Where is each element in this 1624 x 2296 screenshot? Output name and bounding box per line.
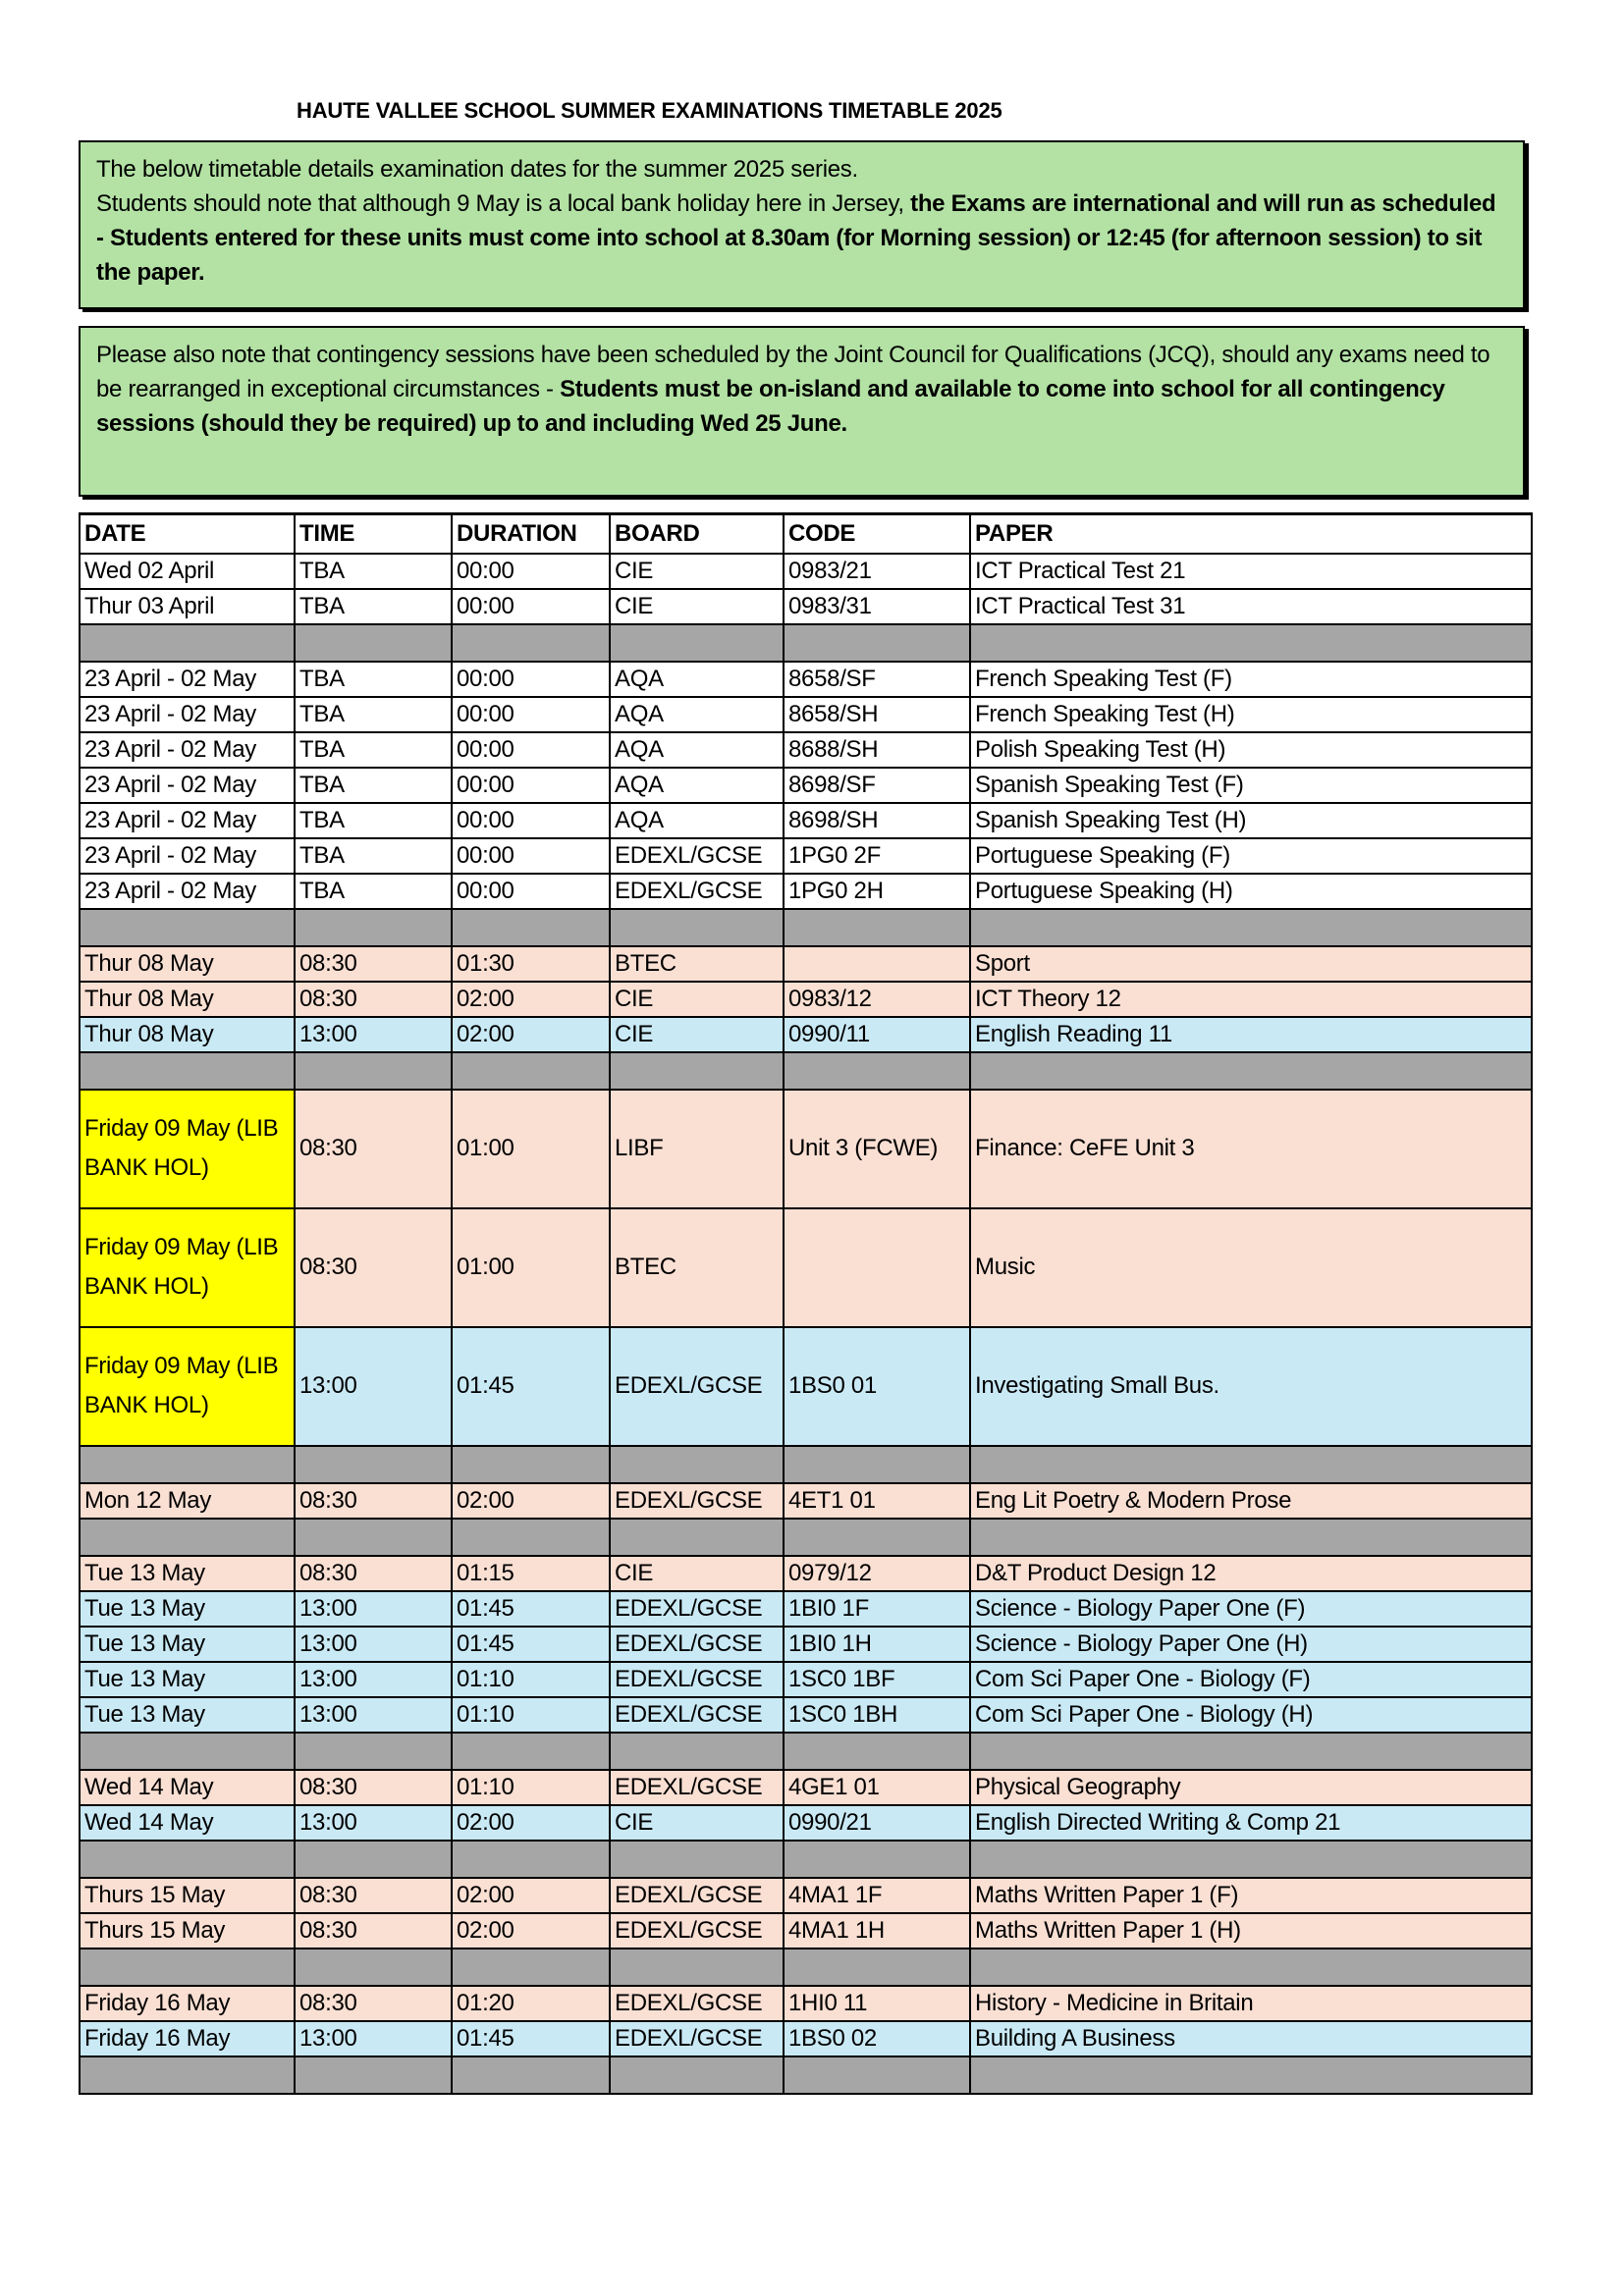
- cell-duration: 00:00: [452, 554, 610, 589]
- cell-board: LIBF: [610, 1090, 784, 1208]
- cell-paper: Building A Business: [970, 2021, 1532, 2056]
- cell-duration: 01:10: [452, 1770, 610, 1805]
- cell-board: [610, 1519, 784, 1556]
- cell-paper: Science - Biology Paper One (F): [970, 1591, 1532, 1627]
- table-row: [80, 697, 1532, 732]
- table-row: [80, 732, 1532, 768]
- cell-duration: [452, 1841, 610, 1878]
- cell-paper: Science - Biology Paper One (H): [970, 1627, 1532, 1662]
- cell-code: 4ET1 01: [784, 1483, 970, 1519]
- cell-code: 8688/SH: [784, 732, 970, 768]
- cell-board: [610, 1052, 784, 1090]
- cell-code: [784, 2056, 970, 2094]
- cell-code: 4MA1 1F: [784, 1878, 970, 1913]
- cell-date: Thur 08 May: [80, 982, 295, 1017]
- cell-duration: 00:00: [452, 732, 610, 768]
- cell-code: 0983/21: [784, 554, 970, 589]
- cell-code: 0983/31: [784, 589, 970, 624]
- cell-duration: 00:00: [452, 838, 610, 874]
- cell-time: 08:30: [295, 1090, 452, 1208]
- cell-date: 23 April - 02 May: [80, 803, 295, 838]
- cell-date: Tue 13 May: [80, 1662, 295, 1697]
- cell-code: 0979/12: [784, 1556, 970, 1591]
- cell-time: [295, 1052, 452, 1090]
- cell-time: TBA: [295, 874, 452, 909]
- cell-paper: [970, 1519, 1532, 1556]
- cell-duration: 01:45: [452, 1327, 610, 1446]
- cell-code: [784, 1841, 970, 1878]
- cell-paper: ICT Practical Test 31: [970, 589, 1532, 624]
- cell-date: 23 April - 02 May: [80, 838, 295, 874]
- cell-date: 23 April - 02 May: [80, 768, 295, 803]
- cell-code: 1BS0 02: [784, 2021, 970, 2056]
- cell-board: AQA: [610, 697, 784, 732]
- cell-board: EDEXL/GCSE: [610, 1591, 784, 1627]
- header-time: TIME: [295, 514, 452, 554]
- cell-date: [80, 624, 295, 662]
- cell-duration: 01:10: [452, 1697, 610, 1733]
- cell-board: EDEXL/GCSE: [610, 1327, 784, 1446]
- cell-time: 13:00: [295, 2021, 452, 2056]
- cell-paper: D&T Product Design 12: [970, 1556, 1532, 1591]
- contingency-notice: [79, 326, 1525, 497]
- cell-time: 13:00: [295, 1627, 452, 1662]
- cell-code: Unit 3 (FCWE): [784, 1090, 970, 1208]
- cell-duration: [452, 2056, 610, 2094]
- cell-code: 1BI0 1F: [784, 1591, 970, 1627]
- cell-board: CIE: [610, 589, 784, 624]
- notice-bank-holiday-text: [96, 187, 1507, 290]
- cell-code: 1SC0 1BH: [784, 1697, 970, 1733]
- cell-time: TBA: [295, 838, 452, 874]
- cell-time: TBA: [295, 803, 452, 838]
- cell-paper: Spanish Speaking Test (H): [970, 803, 1532, 838]
- table-row: [80, 1662, 1532, 1697]
- table-row: [80, 1805, 1532, 1841]
- cell-date: [80, 1949, 295, 1986]
- table-row: [80, 838, 1532, 874]
- cell-board: CIE: [610, 1556, 784, 1591]
- cell-date: Thurs 15 May: [80, 1878, 295, 1913]
- cell-time: [295, 909, 452, 946]
- cell-paper: Portuguese Speaking (F): [970, 838, 1532, 874]
- bank-holiday-notice: [79, 140, 1525, 309]
- cell-duration: [452, 1446, 610, 1483]
- cell-duration: [452, 1949, 610, 1986]
- separator-row: [80, 1446, 1532, 1483]
- separator-row: [80, 2056, 1532, 2094]
- table-row: [80, 1627, 1532, 1662]
- cell-board: [610, 909, 784, 946]
- cell-duration: 02:00: [452, 982, 610, 1017]
- cell-duration: 00:00: [452, 768, 610, 803]
- cell-board: EDEXL/GCSE: [610, 1770, 784, 1805]
- cell-board: CIE: [610, 982, 784, 1017]
- cell-code: 8658/SH: [784, 697, 970, 732]
- cell-date: Wed 14 May: [80, 1805, 295, 1841]
- cell-code: 0983/12: [784, 982, 970, 1017]
- cell-paper: Com Sci Paper One - Biology (F): [970, 1662, 1532, 1697]
- cell-date: [80, 1519, 295, 1556]
- exam-timetable: [79, 512, 1533, 2095]
- cell-paper: [970, 1841, 1532, 1878]
- cell-paper: Spanish Speaking Test (F): [970, 768, 1532, 803]
- table-row: [80, 1090, 1532, 1208]
- cell-time: 08:30: [295, 982, 452, 1017]
- cell-time: 13:00: [295, 1591, 452, 1627]
- cell-time: TBA: [295, 732, 452, 768]
- table-row: [80, 1913, 1532, 1949]
- cell-paper: [970, 1733, 1532, 1770]
- cell-time: 08:30: [295, 1483, 452, 1519]
- cell-board: EDEXL/GCSE: [610, 1986, 784, 2021]
- cell-date: 23 April - 02 May: [80, 697, 295, 732]
- table-row: [80, 2021, 1532, 2056]
- cell-code: [784, 1949, 970, 1986]
- cell-code: 1BI0 1H: [784, 1627, 970, 1662]
- cell-time: TBA: [295, 662, 452, 697]
- cell-board: EDEXL/GCSE: [610, 2021, 784, 2056]
- cell-time: 08:30: [295, 946, 452, 982]
- cell-code: [784, 909, 970, 946]
- cell-date: 23 April - 02 May: [80, 662, 295, 697]
- table-header-row: [80, 514, 1532, 554]
- cell-board: CIE: [610, 1017, 784, 1052]
- cell-time: 13:00: [295, 1327, 452, 1446]
- cell-time: 08:30: [295, 1986, 452, 2021]
- cell-date: Thur 08 May: [80, 1017, 295, 1052]
- cell-board: BTEC: [610, 946, 784, 982]
- cell-paper: Investigating Small Bus.: [970, 1327, 1532, 1446]
- cell-time: TBA: [295, 589, 452, 624]
- separator-row: [80, 1052, 1532, 1090]
- cell-paper: Eng Lit Poetry & Modern Prose: [970, 1483, 1532, 1519]
- cell-date: 23 April - 02 May: [80, 732, 295, 768]
- cell-code: [784, 1208, 970, 1327]
- cell-duration: 01:15: [452, 1556, 610, 1591]
- cell-date: Friday 09 May (LIB BANK HOL): [80, 1327, 295, 1446]
- table-row: [80, 554, 1532, 589]
- cell-date: Friday 16 May: [80, 1986, 295, 2021]
- cell-date: [80, 1841, 295, 1878]
- header-code: CODE: [784, 514, 970, 554]
- table-row: [80, 1017, 1532, 1052]
- cell-paper: ICT Practical Test 21: [970, 554, 1532, 589]
- cell-time: 13:00: [295, 1805, 452, 1841]
- cell-time: 08:30: [295, 1913, 452, 1949]
- cell-paper: Finance: CeFE Unit 3: [970, 1090, 1532, 1208]
- cell-paper: ICT Theory 12: [970, 982, 1532, 1017]
- cell-date: Thurs 15 May: [80, 1913, 295, 1949]
- cell-duration: 01:00: [452, 1208, 610, 1327]
- cell-board: AQA: [610, 768, 784, 803]
- cell-duration: 01:45: [452, 2021, 610, 2056]
- cell-paper: Maths Written Paper 1 (F): [970, 1878, 1532, 1913]
- cell-duration: 00:00: [452, 874, 610, 909]
- cell-code: 8658/SF: [784, 662, 970, 697]
- cell-date: Friday 09 May (LIB BANK HOL): [80, 1208, 295, 1327]
- cell-date: [80, 1733, 295, 1770]
- cell-board: EDEXL/GCSE: [610, 838, 784, 874]
- cell-paper: English Directed Writing & Comp 21: [970, 1805, 1532, 1841]
- cell-duration: 02:00: [452, 1913, 610, 1949]
- cell-duration: 01:10: [452, 1662, 610, 1697]
- cell-date: Friday 16 May: [80, 2021, 295, 2056]
- cell-board: EDEXL/GCSE: [610, 1878, 784, 1913]
- cell-code: 8698/SF: [784, 768, 970, 803]
- cell-time: 08:30: [295, 1556, 452, 1591]
- cell-date: [80, 1446, 295, 1483]
- table-row: [80, 1208, 1532, 1327]
- table-row: [80, 1483, 1532, 1519]
- header-date: DATE: [80, 514, 295, 554]
- notice-intro-text: The below timetable details examination dates for the summer 2025 series.: [96, 156, 858, 183]
- notice-contingency-text: [96, 338, 1507, 441]
- cell-date: Thur 08 May: [80, 946, 295, 982]
- cell-date: Thur 03 April: [80, 589, 295, 624]
- cell-board: AQA: [610, 662, 784, 697]
- table-row: [80, 982, 1532, 1017]
- cell-board: BTEC: [610, 1208, 784, 1327]
- cell-date: 23 April - 02 May: [80, 874, 295, 909]
- cell-board: [610, 2056, 784, 2094]
- header-paper: PAPER: [970, 514, 1532, 554]
- cell-board: EDEXL/GCSE: [610, 1697, 784, 1733]
- notice-contingency-bold: Students must be on-island and available to come into school for all contingency sessions (should they be required) up to and including Wed 25 June.: [96, 376, 1445, 437]
- cell-time: [295, 1733, 452, 1770]
- cell-paper: Portuguese Speaking (H): [970, 874, 1532, 909]
- cell-paper: [970, 1052, 1532, 1090]
- cell-code: [784, 624, 970, 662]
- cell-board: [610, 1446, 784, 1483]
- cell-time: [295, 2056, 452, 2094]
- cell-paper: French Speaking Test (F): [970, 662, 1532, 697]
- cell-time: [295, 1446, 452, 1483]
- notice-contingency-plain: Please also note that contingency sessions have been scheduled by the Joint Council for Qualifications (JCQ), should any exams need to be rearranged in exceptional circumstances -: [96, 342, 1490, 402]
- cell-time: [295, 1519, 452, 1556]
- cell-duration: [452, 624, 610, 662]
- cell-duration: 02:00: [452, 1017, 610, 1052]
- cell-date: Tue 13 May: [80, 1591, 295, 1627]
- cell-board: CIE: [610, 554, 784, 589]
- cell-duration: 02:00: [452, 1483, 610, 1519]
- cell-board: AQA: [610, 803, 784, 838]
- cell-duration: [452, 1519, 610, 1556]
- cell-code: [784, 1519, 970, 1556]
- cell-duration: 01:45: [452, 1627, 610, 1662]
- separator-row: [80, 1519, 1532, 1556]
- table-row: [80, 1770, 1532, 1805]
- cell-time: TBA: [295, 697, 452, 732]
- cell-board: EDEXL/GCSE: [610, 1913, 784, 1949]
- table-row: [80, 662, 1532, 697]
- cell-duration: [452, 1052, 610, 1090]
- cell-code: [784, 946, 970, 982]
- cell-board: AQA: [610, 732, 784, 768]
- cell-time: TBA: [295, 554, 452, 589]
- cell-code: [784, 1052, 970, 1090]
- cell-time: [295, 624, 452, 662]
- cell-paper: Sport: [970, 946, 1532, 982]
- cell-duration: 00:00: [452, 662, 610, 697]
- cell-paper: [970, 1949, 1532, 1986]
- cell-time: TBA: [295, 768, 452, 803]
- cell-time: [295, 1949, 452, 1986]
- cell-code: 1BS0 01: [784, 1327, 970, 1446]
- cell-duration: 00:00: [452, 589, 610, 624]
- cell-paper: [970, 624, 1532, 662]
- cell-board: EDEXL/GCSE: [610, 1627, 784, 1662]
- cell-board: [610, 1841, 784, 1878]
- table-row: [80, 1327, 1532, 1446]
- separator-row: [80, 624, 1532, 662]
- cell-date: Wed 02 April: [80, 554, 295, 589]
- table-row: [80, 1556, 1532, 1591]
- separator-row: [80, 1733, 1532, 1770]
- cell-paper: Physical Geography: [970, 1770, 1532, 1805]
- cell-code: 8698/SH: [784, 803, 970, 838]
- cell-duration: 01:30: [452, 946, 610, 982]
- cell-board: [610, 1949, 784, 1986]
- cell-date: [80, 2056, 295, 2094]
- cell-paper: Com Sci Paper One - Biology (H): [970, 1697, 1532, 1733]
- page-title: HAUTE VALLEE SCHOOL SUMMER EXAMINATIONS TIMETABLE 2025: [297, 98, 1002, 123]
- table-row: [80, 1591, 1532, 1627]
- cell-date: [80, 909, 295, 946]
- cell-date: Tue 13 May: [80, 1697, 295, 1733]
- cell-time: 13:00: [295, 1662, 452, 1697]
- cell-paper: English Reading 11: [970, 1017, 1532, 1052]
- notice-bank-holiday-plain: Students should note that although 9 May is a local bank holiday here in Jersey,: [96, 190, 911, 217]
- cell-duration: 01:45: [452, 1591, 610, 1627]
- cell-date: Friday 09 May (LIB BANK HOL): [80, 1090, 295, 1208]
- cell-code: 1PG0 2H: [784, 874, 970, 909]
- cell-board: [610, 1733, 784, 1770]
- cell-date: Tue 13 May: [80, 1556, 295, 1591]
- cell-duration: 02:00: [452, 1878, 610, 1913]
- cell-time: 08:30: [295, 1770, 452, 1805]
- cell-time: 13:00: [295, 1017, 452, 1052]
- cell-code: [784, 1733, 970, 1770]
- separator-row: [80, 909, 1532, 946]
- cell-time: 08:30: [295, 1208, 452, 1327]
- cell-duration: 00:00: [452, 803, 610, 838]
- cell-paper: Music: [970, 1208, 1532, 1327]
- cell-code: 0990/21: [784, 1805, 970, 1841]
- cell-code: 1SC0 1BF: [784, 1662, 970, 1697]
- cell-time: 08:30: [295, 1878, 452, 1913]
- cell-duration: 01:20: [452, 1986, 610, 2021]
- cell-date: Tue 13 May: [80, 1627, 295, 1662]
- header-duration: DURATION: [452, 514, 610, 554]
- separator-row: [80, 1841, 1532, 1878]
- notice-bank-holiday-bold: the Exams are international and will run as scheduled - Students entered for these units must come into school at 8.30am (for Morning session) or 12:45 (for afternoon session) to sit the paper.: [96, 190, 1496, 286]
- table-row: [80, 589, 1532, 624]
- table-row: [80, 803, 1532, 838]
- cell-code: 1HI0 11: [784, 1986, 970, 2021]
- table-row: [80, 768, 1532, 803]
- cell-duration: [452, 1733, 610, 1770]
- cell-paper: French Speaking Test (H): [970, 697, 1532, 732]
- table-row: [80, 1697, 1532, 1733]
- cell-duration: [452, 909, 610, 946]
- cell-code: 4MA1 1H: [784, 1913, 970, 1949]
- cell-paper: Maths Written Paper 1 (H): [970, 1913, 1532, 1949]
- cell-paper: [970, 909, 1532, 946]
- cell-board: EDEXL/GCSE: [610, 1483, 784, 1519]
- cell-date: Mon 12 May: [80, 1483, 295, 1519]
- table-row: [80, 946, 1532, 982]
- cell-date: Wed 14 May: [80, 1770, 295, 1805]
- cell-board: EDEXL/GCSE: [610, 1662, 784, 1697]
- cell-duration: 01:00: [452, 1090, 610, 1208]
- timetable-body: [80, 554, 1532, 2094]
- table-row: [80, 1986, 1532, 2021]
- cell-duration: 00:00: [452, 697, 610, 732]
- cell-board: EDEXL/GCSE: [610, 874, 784, 909]
- cell-date: [80, 1052, 295, 1090]
- cell-code: 1PG0 2F: [784, 838, 970, 874]
- cell-paper: [970, 1446, 1532, 1483]
- cell-time: 13:00: [295, 1697, 452, 1733]
- cell-code: [784, 1446, 970, 1483]
- cell-board: [610, 624, 784, 662]
- table-row: [80, 1878, 1532, 1913]
- cell-paper: [970, 2056, 1532, 2094]
- table-row: [80, 874, 1532, 909]
- header-board: BOARD: [610, 514, 784, 554]
- cell-paper: History - Medicine in Britain: [970, 1986, 1532, 2021]
- cell-time: [295, 1841, 452, 1878]
- separator-row: [80, 1949, 1532, 1986]
- cell-board: CIE: [610, 1805, 784, 1841]
- cell-code: 0990/11: [784, 1017, 970, 1052]
- cell-duration: 02:00: [452, 1805, 610, 1841]
- cell-paper: Polish Speaking Test (H): [970, 732, 1532, 768]
- cell-code: 4GE1 01: [784, 1770, 970, 1805]
